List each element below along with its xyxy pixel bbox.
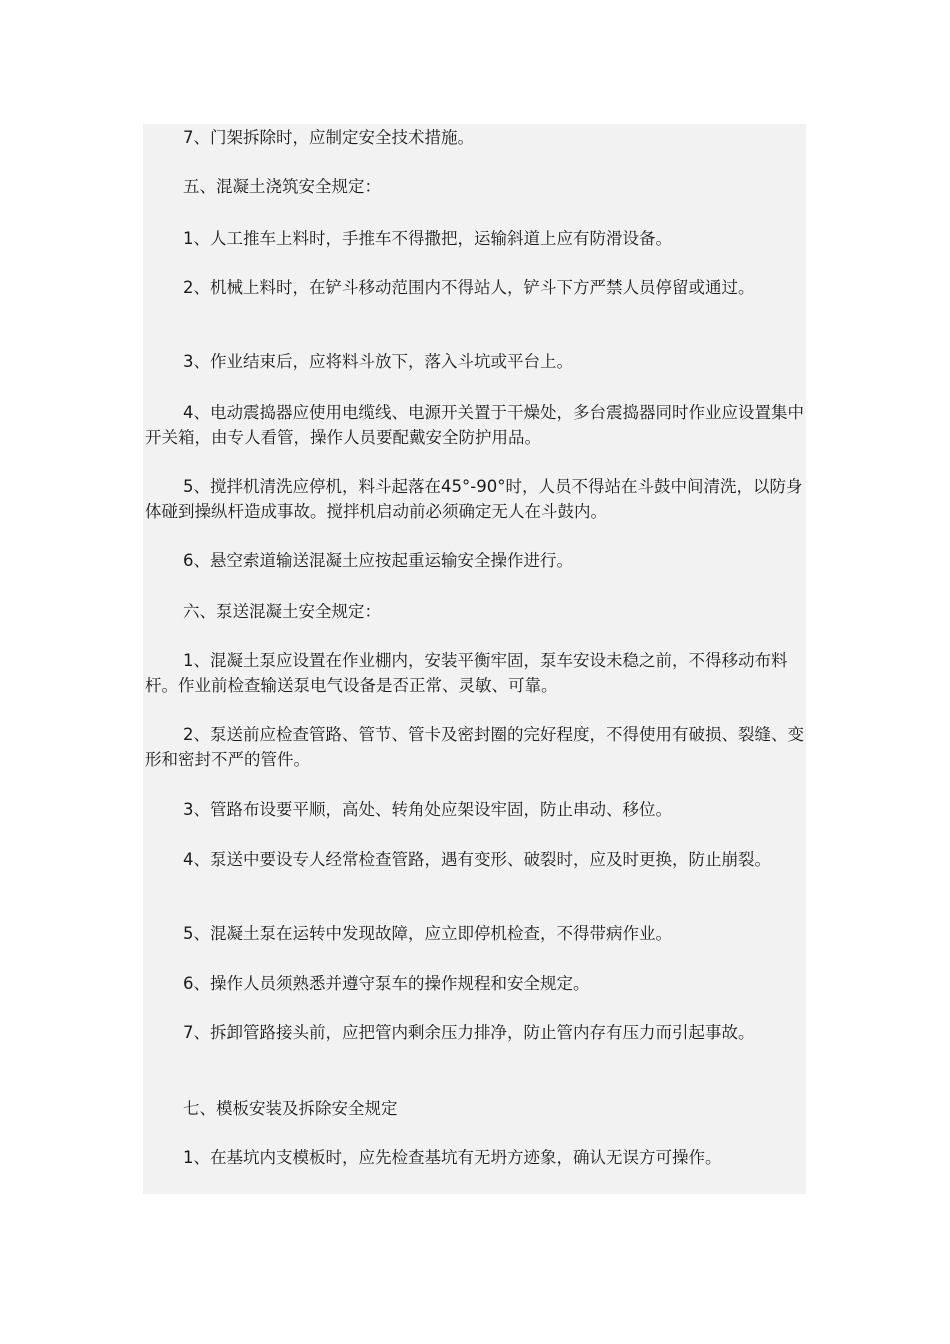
heading-pumped-concrete: 六、泵送混凝土安全规定：	[183, 602, 381, 621]
document-page	[143, 124, 806, 1194]
paragraph-gate-frame-removal: 7、门架拆除时，应制定安全技术措施。	[183, 128, 474, 147]
paragraph-pouring-5: 5、搅拌机清洗应停机，料斗起落在45°-90°时，人员不得站在斗鼓中间清洗，以防身体碰到操纵杆造成事故。搅拌机启动前必须确定无人在斗鼓内。	[145, 477, 803, 521]
paragraph-pump-4: 4、泵送中要设专人经常检查管路，遇有变形、破裂时，应及时更换，防止崩裂。	[183, 850, 771, 869]
paragraph-pump-1: 1、混凝土泵应设置在作业棚内，安装平衡牢固，泵车安设未稳之前，不得移动布料杆。作业前检查输送泵电气设备是否正常、灵敏、可靠。	[145, 651, 788, 695]
paragraph-pouring-3: 3、作业结束后，应将料斗放下，落入斗坑或平台上。	[183, 352, 573, 371]
paragraph-pouring-4: 4、电动震捣器应使用电缆线、电源开关置于干燥处，多台震捣器同时作业应设置集中开关箱，由专人看管，操作人员要配戴安全防护用品。	[145, 403, 804, 447]
paragraph-formwork-1: 1、在基坑内支模板时，应先检查基坑有无坍方迹象，确认无误方可操作。	[183, 1148, 722, 1167]
heading-concrete-pouring: 五、混凝土浇筑安全规定：	[183, 177, 381, 196]
heading-formwork: 七、模板安装及拆除安全规定	[183, 1099, 398, 1118]
paragraph-pump-2: 2、泵送前应检查管路、管节、管卡及密封圈的完好程度，不得使用有破损、裂缝、变形和密封不严的管件。	[145, 725, 804, 769]
paragraph-pump-6: 6、操作人员须熟悉并遵守泵车的操作规程和安全规定。	[183, 974, 590, 993]
paragraph-pouring-1: 1、人工推车上料时，手推车不得撒把，运输斜道上应有防滑设备。	[183, 229, 672, 248]
paragraph-pump-5: 5、混凝土泵在运转中发现故障，应立即停机检查，不得带病作业。	[183, 924, 672, 943]
paragraph-pouring-6: 6、悬空索道输送混凝土应按起重运输安全操作进行。	[183, 551, 573, 570]
paragraph-pump-7: 7、拆卸管路接头前，应把管内剩余压力排净，防止管内存有压力而引起事故。	[183, 1023, 755, 1042]
paragraph-pump-3: 3、管路布设要平顺，高处、转角处应架设牢固，防止串动、移位。	[183, 800, 672, 819]
paragraph-pouring-2: 2、机械上料时，在铲斗移动范围内不得站人，铲斗下方严禁人员停留或通过。	[183, 278, 755, 297]
